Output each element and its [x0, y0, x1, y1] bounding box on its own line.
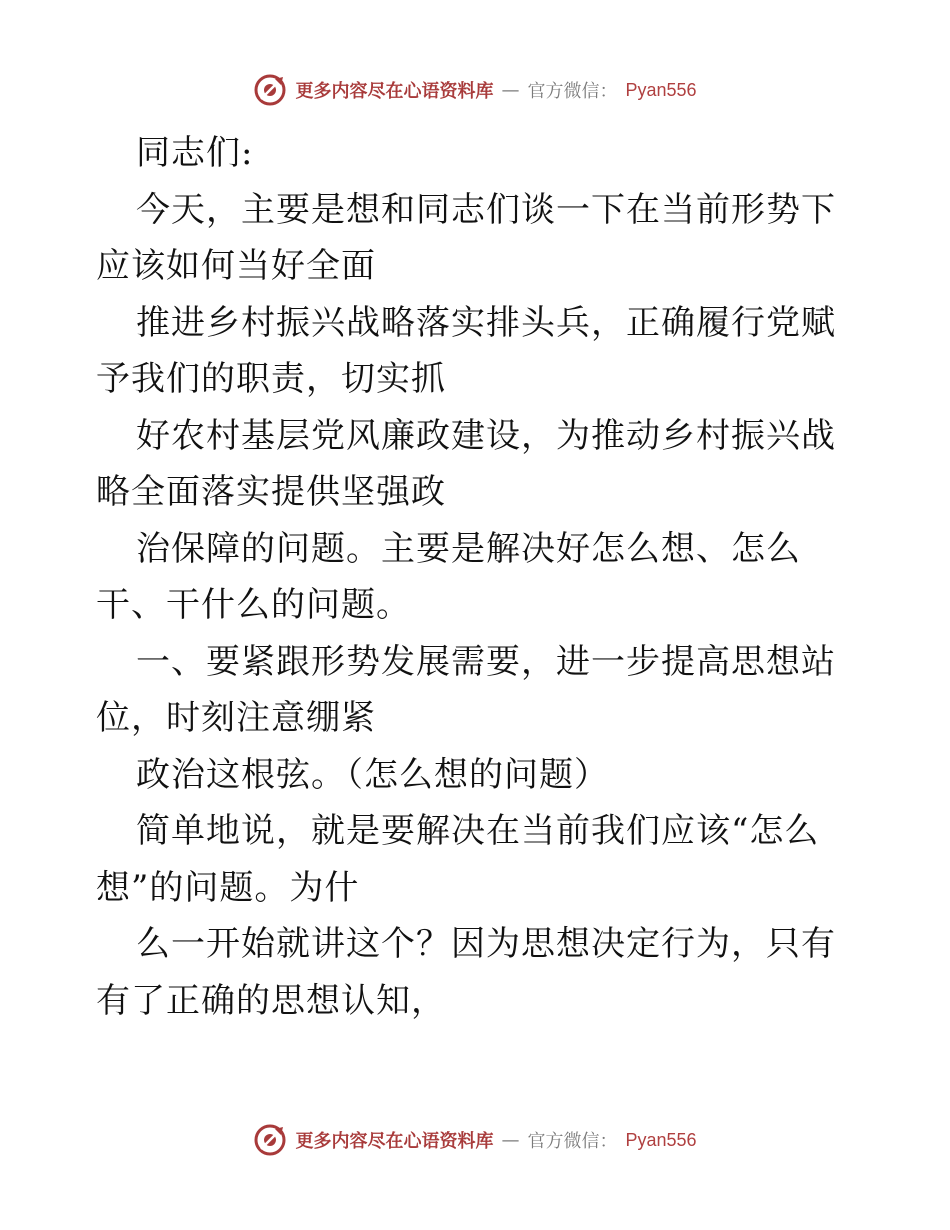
footer-watermark: [0, 1120, 950, 1160]
paragraph: 推进乡村振兴战略落实排头兵，正确履行党赋予我们的职责，切实抓: [96, 302, 836, 399]
watermark-brand: 更多内容尽在心语资料库: [295, 1131, 494, 1152]
paragraph: 今天，主要是想和同志们谈一下在当前形势下应该如何当好全面: [96, 189, 836, 286]
paragraph: 同志们:: [136, 133, 254, 173]
document-body: [96, 125, 856, 1029]
paragraph: 简单地说，就是要解决在当前我们应该“怎么想”的问题。为什: [96, 811, 820, 908]
brand-logo-icon: [253, 1123, 287, 1157]
brand-logo-icon: [253, 73, 287, 107]
watermark-official: 官方微信：: [527, 1131, 618, 1152]
watermark-dash: —: [501, 1129, 520, 1151]
paragraph: 政治这根弦。（怎么想的问题）: [136, 754, 609, 795]
paragraph: 一、要紧跟形势发展需要，进一步提高思想站位，时刻注意绷紧: [96, 641, 836, 738]
watermark-brand: 更多内容尽在心语资料库: [295, 81, 494, 102]
watermark-id: Pyan556: [625, 1129, 697, 1150]
watermark-dash: —: [501, 79, 520, 101]
header-watermark: [0, 70, 950, 110]
watermark-id: Pyan556: [625, 79, 697, 100]
paragraph: 好农村基层党风廉政建设，为推动乡村振兴战略全面落实提供坚强政: [96, 415, 836, 512]
paragraph: 么一开始就讲这个？因为思想决定行为，只有有了正确的思想认知，: [96, 924, 836, 1021]
paragraph: 治保障的问题。主要是解决好怎么想、怎么干、干什么的问题。: [96, 528, 801, 625]
watermark-official: 官方微信：: [527, 81, 618, 102]
